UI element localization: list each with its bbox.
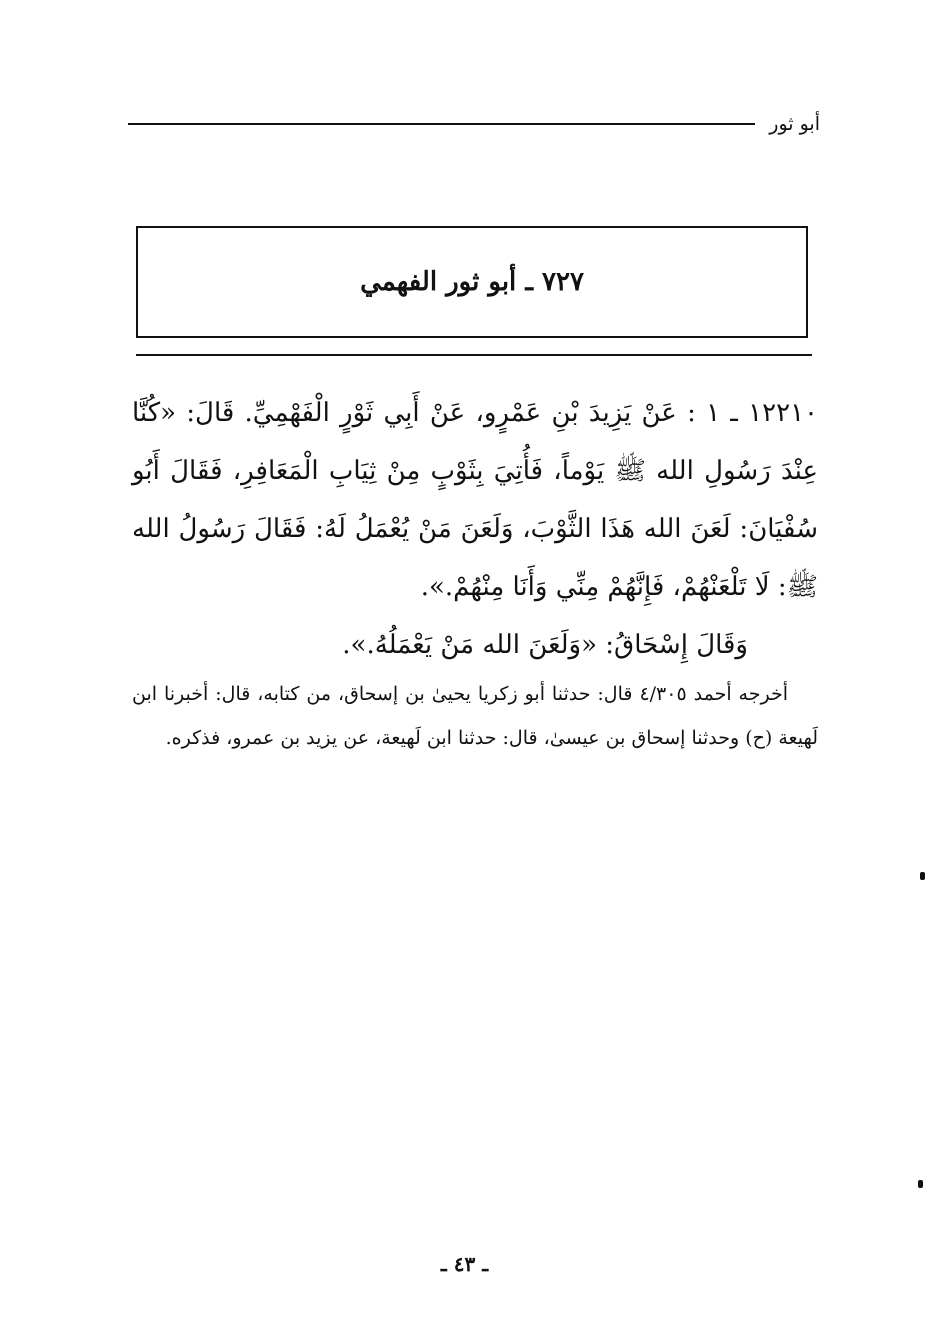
page-number: ـ ٤٣ ـ	[440, 1252, 489, 1276]
running-head-rule	[128, 123, 755, 125]
hadith-text-block	[132, 384, 818, 674]
hadith-ishaq-note: وَقَالَ إِسْحَاقُ: «وَلَعَنَ الله مَنْ يَعْمَلُهُ.».	[342, 630, 748, 660]
running-head-title: أبو ثور	[769, 113, 820, 135]
running-head	[128, 108, 820, 140]
scan-mark	[918, 1180, 923, 1188]
hadith-text: ١٢٢١٠ ـ ١ : عَنْ يَزِيدَ بْنِ عَمْرٍو، عَنْ أَبِي ثَوْرٍ الْفَهْمِيِّ. قَالَ: «كُنَّا عِنْدَ رَسُولِ الله ﷺ يَوْماً، فَأُتِيَ بِثَوْبٍ مِنْ ثِيَابِ الْمَعَافِرِ، فَقَالَ أَبُو سُفْيَانَ: لَعَنَ الله هَذَا الثَّوْبَ، وَلَعَنَ مَنْ يُعْمَلُ لَهُ: فَقَالَ رَسُولُ الله ﷺ: لَا تَلْعَنْهُمْ، فَإِنَّهُمْ مِنِّي وَأَنَا مِنْهُمْ.».	[132, 398, 818, 602]
entry-title-box	[136, 226, 808, 338]
section-divider	[136, 354, 812, 356]
scan-mark	[920, 872, 925, 880]
takhrij-text: أخرجه أحمد ٤/٣٠٥ قال: حدثنا أبو زكريا يحيىٰ بن إسحاق، من كتابه، قال: أخبرنا ابن لَهيعة (ح) وحدثنا إسحاق بن عيسىٰ، قال: حدثنا ابن لَهيعة، عن يزيد بن عمرو، فذكره.	[132, 683, 818, 749]
takhrij-block	[132, 672, 818, 760]
entry-title: ٧٢٧ ـ أبو ثور الفهمي	[360, 267, 584, 297]
